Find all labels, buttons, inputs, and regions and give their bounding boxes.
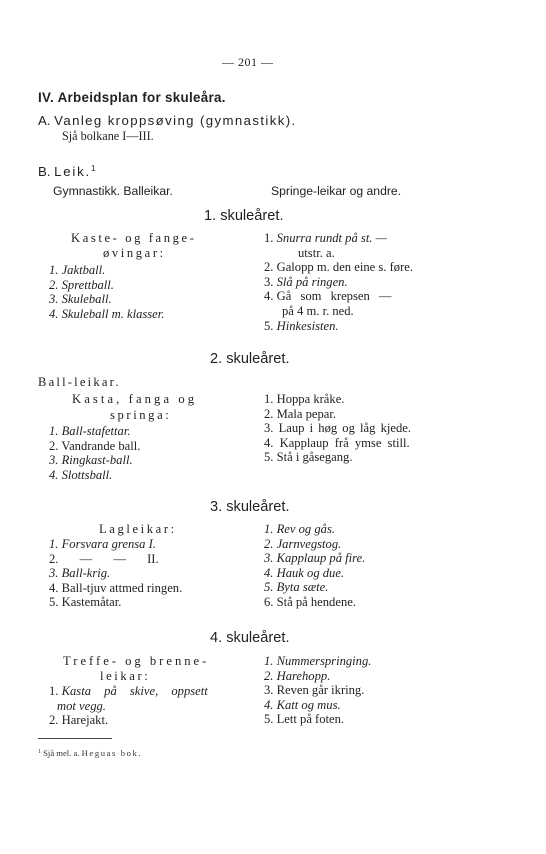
year-2-left-header-1: Kasta, fanga og [72, 392, 198, 406]
year-2-left-group: Ball-leikar. [38, 375, 121, 389]
list-item-continuation: på 4 m. r. ned. [282, 303, 354, 318]
list-item: 2. Jarnvegstog. [264, 536, 342, 551]
list-item: 1. Kasta på skive, oppsett [49, 684, 208, 698]
section-a-heading: Vanleg kroppsøving (gymnastikk). [54, 113, 297, 128]
year-4-left-list [49, 684, 208, 728]
section-b-title [38, 164, 95, 179]
list-item: 3. Kapplaup på fire. [264, 551, 366, 566]
list-item: 4. Hauk og due. [264, 565, 345, 580]
list-item: 1. Ball-stafettar. [49, 424, 131, 438]
page-heading: IV. Arbeidsplan for skuleåra. [38, 90, 226, 105]
footnote [38, 748, 142, 758]
year-1-title: 1. skuleåret. [204, 208, 284, 224]
section-b-footnote-mark: 1 [91, 164, 96, 173]
list-item: 3. Slå på ringen. [264, 274, 348, 289]
year-4-right-list [264, 654, 371, 727]
year-2-left-list [49, 424, 140, 482]
list-item: 1. Hoppa kråke. [264, 392, 345, 406]
list-item: 2. Harehopp. [264, 668, 331, 683]
list-item: 4. Skuleball m. klasser. [49, 306, 165, 321]
list-item: 1. Nummerspringing. [264, 654, 372, 668]
footnote-name: Heguas bok. [81, 748, 143, 758]
year-3-title: 3. skuleåret. [210, 499, 290, 515]
list-item: 4. Slottsball. [49, 467, 113, 482]
year-1-left-list [49, 263, 164, 321]
section-a-note: Sjå bolkane I—III. [62, 129, 154, 143]
section-a-title [38, 113, 297, 128]
year-2-title: 2. skuleåret. [210, 351, 290, 367]
list-item: 4. Kapplaup frå ymse still. [264, 435, 410, 450]
list-item: 3. Skuleball. [49, 292, 112, 307]
list-item: 3. Reven går ikring. [264, 683, 365, 698]
year-3-left-list [49, 537, 182, 610]
list-item-continuation: mot vegg. [57, 698, 106, 713]
footnote-mark: 1 [38, 749, 41, 755]
list-item: 2. Galopp m. den eine s. føre. [264, 260, 414, 275]
list-item: 1. Snurra rundt på st. — [264, 231, 387, 245]
list-item: 5. Byta sæte. [264, 580, 329, 595]
section-a-letter: A. [38, 113, 51, 128]
list-item: 1. Forsvara grensa I. [49, 537, 156, 551]
list-item: 3. Ringkast-ball. [49, 453, 133, 468]
year-1-right-list [264, 231, 413, 333]
year-2-right-list [264, 392, 411, 465]
list-item: 6. Stå på hendene. [264, 594, 356, 609]
list-item: 5. Stå i gåsegang. [264, 450, 353, 465]
footnote-prefix: Sjå mel. a. [43, 748, 80, 758]
year-4-left-header-2: leikar: [100, 669, 151, 683]
list-item: 1. Rev og gås. [264, 522, 335, 536]
list-item: 4. Ball-tjuv attmed ringen. [49, 580, 183, 595]
year-1-left-header-2: øvingar: [103, 246, 166, 260]
year-1-left-header-1: Kaste- og fange- [71, 231, 197, 245]
list-item: 2. — — II. [49, 551, 159, 566]
list-item: 4. Katt og mus. [264, 697, 341, 712]
year-4-left-header-1: Treffe- og brenne- [63, 654, 210, 668]
year-4-title: 4. skuleåret. [210, 630, 290, 646]
list-item: 3. Laup i høg og låg kjede. [264, 421, 412, 436]
list-item: 5. Hinkesisten. [264, 318, 339, 333]
list-item-continuation: utstr. a. [298, 245, 335, 260]
column-left-title: Gymnastikk. Balleikar. [53, 184, 173, 198]
column-right-title: Springe-leikar og andre. [271, 184, 402, 198]
footnote-divider [38, 738, 112, 739]
year-2-left-header-2: springa: [110, 408, 172, 422]
list-item: 2. Harejakt. [49, 713, 109, 728]
list-item: 4. Gå som krepsen — [264, 289, 392, 304]
section-b-heading: Leik. [54, 164, 91, 179]
list-item: 5. Lett på foten. [264, 712, 345, 727]
list-item: 2. Mala pepar. [264, 406, 337, 421]
year-3-left-header: Lagleikar: [99, 522, 177, 536]
list-item: 1. Jaktball. [49, 263, 106, 277]
list-item: 5. Kastemåtar. [49, 595, 122, 610]
list-item: 2. Sprettball. [49, 277, 114, 292]
section-b-letter: B. [38, 164, 51, 179]
year-3-right-list [264, 522, 365, 610]
page-number: — 201 — [222, 55, 274, 69]
list-item: 3. Ball-krig. [49, 566, 111, 581]
list-item: 2. Vandrande ball. [49, 438, 141, 453]
